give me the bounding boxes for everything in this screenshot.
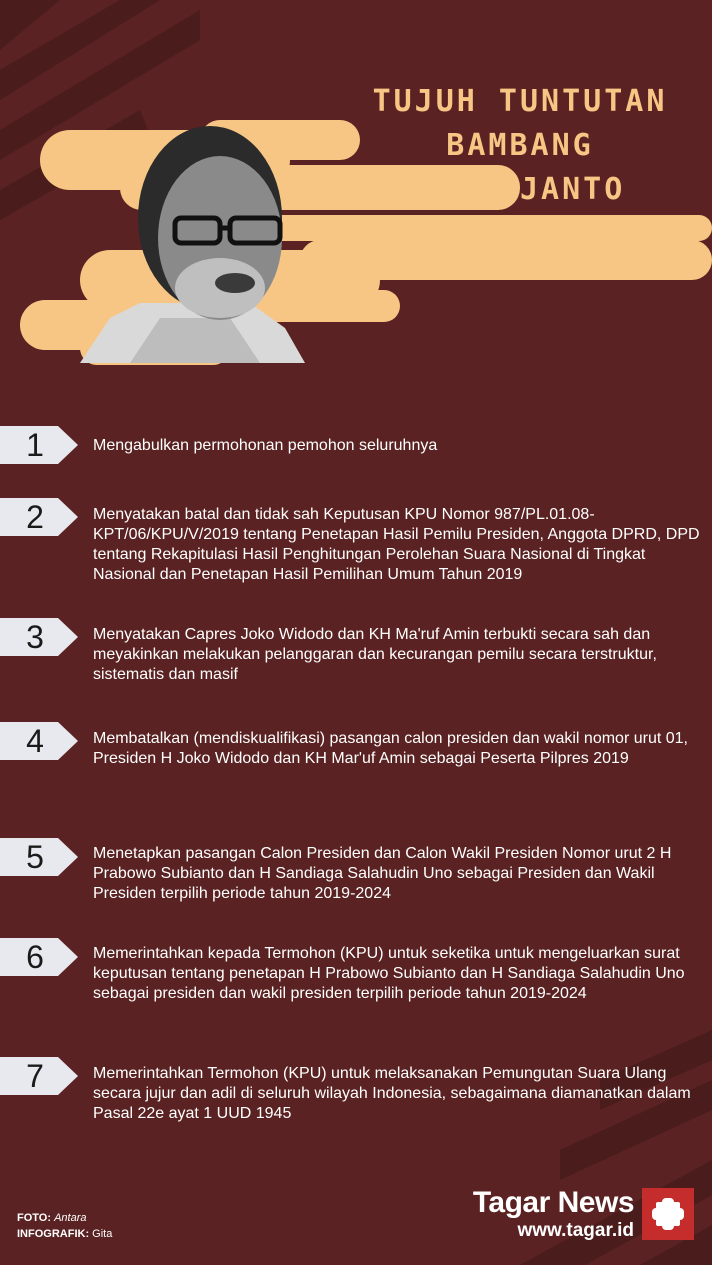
brand-url: www.tagar.id xyxy=(517,1220,634,1241)
number-badge xyxy=(0,426,78,464)
number-badge xyxy=(0,838,78,876)
infografik-value: Gita xyxy=(92,1228,113,1240)
infografik-label: INFOGRAFIK: xyxy=(17,1228,90,1240)
item-text: Memerintahkan Termohon (KPU) untuk melaksanakan Pemungutan Suara Ulang secara jujur dan adil di seluruh wilayah Indonesia, sebagaimana diamanatkan dalam Pasal 22e ayat 1 UUD 1945 xyxy=(93,1065,691,1122)
item-number: 5 xyxy=(26,839,44,875)
brand xyxy=(473,1186,634,1242)
item-text: Menetapkan pasangan Calon Presiden dan Calon Wakil Presiden Nomor urut 2 H Prabowo Subianto dan H Sandiaga Salahudin Uno sebagai Presiden dan Wakil Presiden terpilih periode tahun 2019-2024 xyxy=(93,845,672,902)
item-number: 7 xyxy=(26,1058,44,1094)
item-number: 4 xyxy=(26,723,44,759)
number-badge xyxy=(0,722,78,760)
item-text: Memerintahkan kepada Termohon (KPU) untuk seketika untuk mengeluarkan surat keputusan tentang penetapan H Prabowo Subianto dan H Sandiaga Salahudin Uno sebagai presiden dan wakil presiden terpilih periode tahun 2019-2024 xyxy=(93,945,685,1002)
item-number: 6 xyxy=(26,939,44,975)
number-badge xyxy=(0,618,78,656)
item-number: 3 xyxy=(26,619,44,655)
item-text: Mengabulkan permohonan pemohon seluruhnya xyxy=(93,437,438,454)
title xyxy=(320,80,712,212)
title-line-3: WIDJOJANTO xyxy=(414,172,626,207)
brand-name: Tagar News xyxy=(472,1186,634,1219)
number-badge xyxy=(0,938,78,976)
title-line-2: BAMBANG xyxy=(446,128,594,163)
person-portrait-icon xyxy=(70,118,310,363)
item-number: 1 xyxy=(26,427,44,463)
number-badge xyxy=(0,498,78,536)
item-number: 2 xyxy=(26,499,44,535)
credits xyxy=(17,1210,112,1242)
foto-label: FOTO: xyxy=(17,1212,52,1224)
number-badge xyxy=(0,1057,78,1095)
tagar-cross-logo-icon xyxy=(642,1188,694,1240)
item-text: Menyatakan batal dan tidak sah Keputusan KPU Nomor 987/PL.01.08-KPT/06/KPU/V/2019 tentang Penetapan Hasil Pemilu Presiden, Anggota DPRD, DPD tentang Rekapitulasi Hasil Penghitungan Perolehan Suara Nasional di Tingkat Nasional dan Penetapan Hasil Pemilihan Umum Tahun 2019 xyxy=(93,506,700,583)
title-line-1: TUJUH TUNTUTAN xyxy=(372,84,668,119)
foto-value: Antara xyxy=(54,1212,87,1224)
item-text: Menyatakan Capres Joko Widodo dan KH Ma'ruf Amin terbukti secara sah dan meyakinkan melakukan pelanggaran dan kecurangan pemilu secara terstruktur, sistematis dan masif xyxy=(93,626,657,683)
item-text: Membatalkan (mendiskualifikasi) pasangan calon presiden dan wakil nomor urut 01, Presiden H Joko Widodo dan KH Mar'uf Amin sebagai Peserta Pilpres 2019 xyxy=(93,730,688,767)
